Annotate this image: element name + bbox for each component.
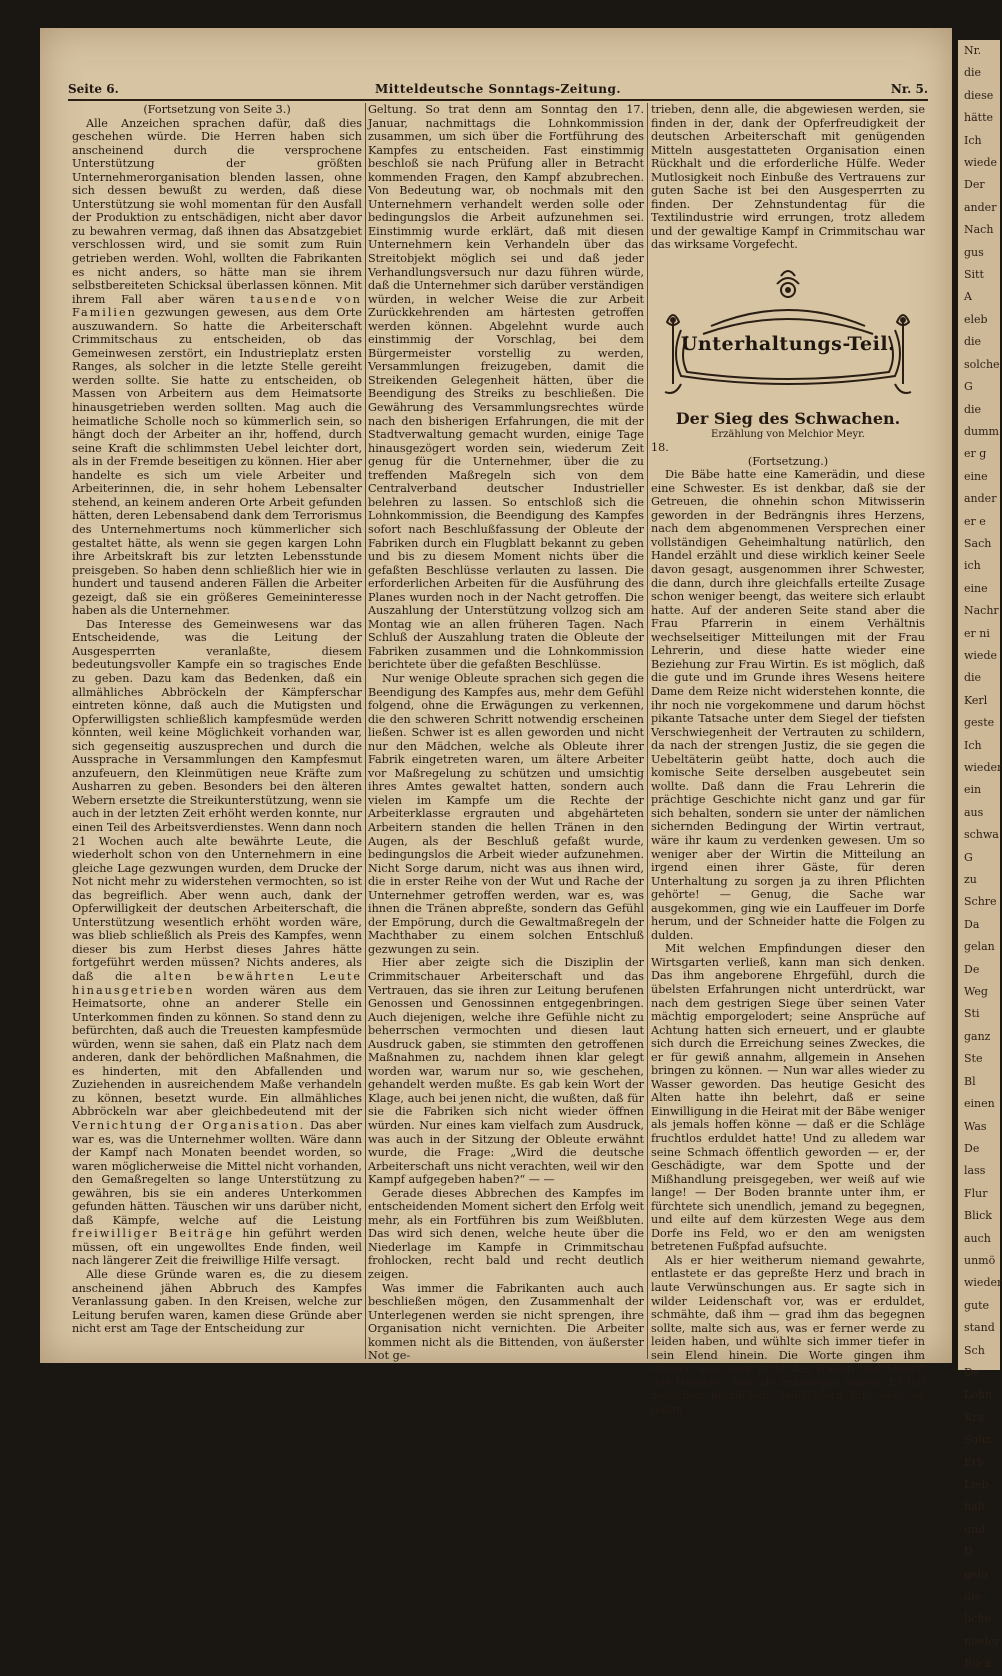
page-edge-fragment: lass: [964, 1164, 986, 1178]
page-edge-fragment: Schre: [964, 895, 997, 909]
paragraph: Mit welchen Empfindungen dieser den Wirtsgarten verließ, kann man sich denken. Das ihm angeborene Ehrgefühl, durch die übelsten Erfahrungen nicht unterdrückt, war nach dem gestrigen Siege über seinen Vater mächtig emporgelodert; seine Ansprüche auf Achtung hatten sich erneuert, und er glaubte sich durch die Erreichung seines Zweckes, die er für gewiß annahm, allgemein in Ansehen bringen zu können. — Nun war alles wieder zu Wasser geworden. Das heutige Gesicht des Alten hatte ihn belehrt, daß er seine Einwilligung in die Heirat mit der Bäbe weniger als jemals hoffen könne — daß er die Schläge fruchtlos erduldet hatte! Und zu alledem war seine Schmach öffentlich geworden — er, der Geschädigte, war dem Spotte und der Mißhandlung preisgegeben, wer weiß auf wie lange! — Der Boden brannte unter ihm, er fürchtete sich unendlich, jemand zu begegnen, und eilte auf dem kürzesten Wege aus dem Dorfe ins Feld, wo er den am wenigsten betretenen Fußpfad aufsuchte.: [651, 942, 925, 1254]
page-edge-fragment: Was: [964, 1119, 987, 1133]
page-edge-fragment: eleb: [964, 312, 988, 326]
header-rule: [68, 99, 928, 101]
paragraph: Was immer die Fabrikanten auch auch beschließen mögen, den Zusammenhalt der Unterlegenen werden sie nicht sprengen, ihre Organisation nicht vernichten. Die Arbeiter kommen nicht als die Bittenden, von äußerster Not ge-: [368, 1281, 644, 1363]
page-edge-fragment: hätte: [964, 111, 993, 125]
page-edge-fragment: G: [964, 850, 973, 864]
page-edge-fragment: liche: [964, 1612, 991, 1626]
page-edge-fragment: die: [964, 402, 982, 416]
paragraph: Geltung. So trat denn am Sonntag den 17. Januar, nachmittags die Lohnkommission zusammen, um sich über die Fortführung des Kampfes zu entscheiden. Fast einstimmig beschloß sie nach Prüfung aller in Betracht kommenden Fragen, den Kampf abzubrechen. Von Bedeutung war, ob nochmals mit den Unternehmern verhandelt werden solle oder bedingungslos die Arbeit aufzunehmen sei. Einstimmig wurde erklärt, daß mit diesen Unternehmern kein Verhandeln über das Streitobjekt möglich sei und daß jeder Verhandlungsversuch nur dazu führen würde, daß die Unternehmer sich darüber verständigen würden, in welcher Weise die zur Arbeit Zurückkehrenden am härtesten getroffen werden können. Abgelehnt wurde auch einstimmig der Vorschlag, bei dem Bürgermeister vorstellig zu werden, Versammlungen freizugeben, damit die Streikenden Gelegenheit hätten, über die Beendigung des Streiks zu beschließen. Die Gewährung des Versammlungsrechtes würde nach den bisherigen Erfahrungen, die mit der Stadtverwaltung gemacht wurden, einige Tage hinausgezögert worden sein, wiederum Zeit genug für die Unternehmer, über die zu treffenden Maßregeln sich von dem Centralverband deutscher Industrieller belehren zu lassen. So entschloß sich die Lohnkommission, die Beendigung des Kampfes sofort nach Beschlußfassung der Obleute der Fabriken durch ein Flugblatt bekannt zu geben und bis zu diesem Moment nichts über die gefaßten Beschlüsse verlauten zu lassen. Die erforderlichen Arbeiten für die Ausführung des Planes wurden noch in der Nacht getroffen. Die Auszahlung der Unterstützung vollzog sich am Montag wie an allen früheren Tagen. Nach Schluß der Auszahlung traten die Obleute der Fabriken zusammen und die Lohnkommission berichtete über die gefaßten Beschlüsse.: [368, 103, 644, 672]
page-number: Seite 6.: [68, 82, 119, 96]
page-edge-fragment: ganz: [964, 1029, 991, 1043]
page-edge-fragment: gute: [964, 1298, 990, 1312]
page-edge-fragment: Bl: [964, 1074, 976, 1088]
page-edge-fragment: Sch: [964, 1343, 985, 1357]
paragraph: Das Interesse des Gemeinwesens war das Entscheidende, was die Leitung der Ausgesperrten veranlaßte, diesem bedeutungsvoller Kampfe ein so tragisches Ende zu geben. Dazu kam das Bedenken, daß ein allmähliches Abbröckeln der Kämpferschar eintreten könne, daß auch die Mutigsten und Opferwilligsten schließlich kampfesmüde werden könnten, weil keine Möglichkeit vorhanden war, sich gegenseitig auszusprechen und durch die Aussprache in Versammlungen den Kampfesmut anzufeuern, den Kleinmütigen neue Kräfte zum Ausharren zu geben. Besonders bei den älteren Webern ersetzte die Streikunterstützung, wenn sie auch in der letzten Zeit erhöht werden konnte, nur einen Teil des Arbeitsverdienstes. Wenn dann noch 21 Wochen auch alte bewährte Leute, die wiederholt schon von den Unternehmern in eine gleiche Lage gezwungen wurden, dem Drucke der Not nicht mehr zu widerstehen vermochten, so ist das begreiflich. Aber wenn auch, dank der Opferwilligkeit der deutschen Arbeiterschaft, die Unterstützung wesentlich erhöht worden wäre, was blieb schließlich als Preis des Kampfes, wenn dieser bis zum Herbst dieses Jahres hätte fortgeführt werden müssen? Nichts anderes, als daß die alten bewährten Leute hinausgetrieben worden wären aus dem Heimatsorte, ohne an anderer Stelle ein Unterkommen finden zu können. So stand denn zu befürchten, daß auch die Treuesten kampfesmüde würden, wenn sie sahen, daß ein Platz nach dem anderen, dank der behördlichen Maßnahmen, die es hinderten, mit den Abfallenden und Zuziehenden in ausreichendem Maße verhandeln zu können, besetzt wurde. Ein allmähliches Abbröckeln war aber gleichbedeutend mit der Vernichtung der Organisation. Das aber war es, was die Unternehmer wollten. Wäre dann der Kampf nach Monaten beendet worden, so waren möglicherweise die Mittel nicht vorhanden, den Gemaßregelten so lange Unterstützung zu gewähren, bis sie ein anderes Unterkommen gefunden hätten. Täuschen wir uns darüber nicht, daß Kämpfe, welche auf die Leistung freiwilliger Beiträge hin geführt werden müssen, oft ein ungewolltes Ende finden, weil nach längerer Zeit die freiwillige Hilfe versagt.: [72, 617, 362, 1268]
story-author: Erzählung von Melchior Meyr.: [711, 428, 865, 440]
page-edge-fragment: dumm: [964, 424, 999, 438]
page-edge-fragment: Ich: [964, 738, 982, 752]
page-edge-fragment: Lieb: [964, 1478, 989, 1491]
page-edge-fragment: er ni: [964, 626, 990, 640]
paragraph: Alle diese Gründe waren es, die zu diesem anscheinend jähen Abbruch des Kampfes Veranlassung gaben. In den Kreisen, welche zur Leitung berufen waren, kamen diese Gründe aber nicht erst am Tage der Entscheidung zur: [72, 1268, 362, 1336]
paragraph: Als er hier weitherum niemand gewahrte, entlastete er das gepreßte Herz und brach in laute Verwünschungen aus. Er sagte sich in wilder Leidenschaft vor, was er erduldet, schmähte, daß ihm — grad ihm das begegnen sollte, malte sich aus, was er ferner werde zu leiden haben, und wühlte sich immer tiefer in sein Elend hinein. Die Worte gingen ihm endlich aus, aber nicht das Wallen und Sieden des Herzens, dem sie entstiegen waren. Er lief zwischen herrlichen Saatfeldern hin, aber er nahm: [651, 1253, 925, 1416]
page-edge-fragment: die: [964, 1590, 982, 1604]
page-edge-fragment: gelan: [964, 940, 995, 954]
page-edge-fragment: Erb: [964, 1455, 985, 1469]
page-edge-fragment: geste: [964, 716, 995, 730]
page-edge-fragment: aus: [964, 805, 984, 819]
page-edge-fragment: Ste: [964, 1052, 983, 1066]
continuation-note: (Fortsetzung von Seite 3.): [143, 103, 291, 116]
page-edge-fragment: wiede: [964, 648, 997, 662]
page-edge-fragment: nieder: [964, 1634, 1000, 1648]
page-edge-fragment: ich: [964, 559, 981, 573]
page-edge-fragment: Flur: [964, 1186, 988, 1200]
column-divider: [647, 103, 648, 1359]
column-divider: [365, 103, 366, 1359]
page-edge-fragment: hält: [964, 1500, 986, 1514]
page-edge-fragment: wieder: [964, 761, 1002, 774]
page-edge-fragment: Rück: [964, 1657, 993, 1671]
paragraph: Alle Anzeichen sprachen dafür, daß dies geschehen würde. Die Herren haben sich anscheinend durch die versprochene Unterstützung der größten Unternehmerorganisation blenden lassen, ohne sich dessen bewußt zu werden, daß diese Unterstützung sie wohl momentan für den Ausfall der Produktion zu entschädigen, nicht aber davor zu bewahren vermag, daß ihnen das Absatzgebiet verschlossen wird, und sie somit zum Ruin getrieben werden. Wohl, wollten die Fabrikanten es nicht anders, so hätte man sie ihrem selbstbereiteten Schicksal überlassen können. Mit ihrem Fall aber wären tausende von Familien gezwungen gewesen, aus dem Orte auszuwandern. So hatte die Arbeiterschaft Crimmitschaus zu entscheiden, ob das Gemeinwesen zerstört, ein Industrieplatz ersten Ranges, als solcher in die letzte Stelle gereiht werden sollte. Sie hatte zu entscheiden, ob Massen von Arbeitern aus dem Heimatsorte hinausgetrieben werden sollten. Mag auch die heimatliche Scholle noch so kümmerlich sein, so hängt doch der Arbeiter an ihr, hoffend, durch seine Kraft die schlimmsten Uebel leichter dort, als in der Fremde beseitigen zu können. Hier aber handelte es sich um viele Arbeiter und Arbeiterinnen, die, in sehr hohem Lebensalter stehend, an keinem anderen Orte Arbeit gefunden hätten, deren Lebensabend dank dem Terrorismus des Unternehmertums noch kümmerlicher sich gestaltet hätte, als wenn sie gegen kargen Lohn ihre Arbeitskraft bis zur letzten Lebensstunde preisgeben. So haben denn schließlich hier wie in hundert und tausend anderen Fällen die Arbeiter gezeigt, daß sie ein größeres Gemeininteresse haben als die Unternehmer.: [72, 116, 363, 618]
page-edge-fragment: er g: [964, 447, 987, 461]
page-edge-fragment: gus: [964, 245, 984, 259]
page-edge-fragment: Sach: [964, 536, 992, 550]
section-title: Unterhaltungs-Teil.: [680, 333, 896, 356]
page-edge-fragment: auch: [964, 1231, 991, 1245]
paragraph: Gerade dieses Abbrechen des Kampfes im entscheidenden Moment sichert den Erfolg weit mehr, als ein Fortführen bis zum Weißbluten. Das wird sich denen, welche heute über die Niederlage im Kampfe in Crimmitschau frohlocken, recht bald und recht deutlich zeigen.: [368, 1186, 644, 1282]
page-edge-fragment: Lohn: [964, 1388, 993, 1402]
page-edge-fragment: zu: [964, 873, 977, 887]
page-header: [68, 82, 928, 100]
page-edge-fragment: ander: [964, 492, 997, 506]
page-edge-fragment: Weg: [964, 985, 988, 999]
emphasis: tausende von Familien: [72, 292, 362, 320]
page-edge-fragment: unmö: [964, 1253, 996, 1267]
paragraph: Hier aber zeigte sich die Disziplin der Crimmitschauer Arbeiterschaft und das Vertrauen, das sie ihren zur Leitung berufenen Genossen und Genossinnen entgegenbringen. Auch diejenigen, welche ihre Gefühle nicht zu beherrschen vermochten und diesen laut Ausdruck gaben, sie stimmten den getroffenen Maßnahmen zu, nachdem ihnen klar gelegt worden war, warum nur so, wie geschehen, gehandelt werden mußte. Es gab kein Wort der Klage, auch bei jenen nicht, die wußten, daß für sie die Fabriken sich nicht wieder öffnen würden. Nur eines kam vielfach zum Ausdruck, was auch in der Sitzung der Obleute erwähnt wurde, die Frage: „Wird die deutsche Arbeiterschaft uns nicht verachten, weil wir den Kampf aufgegeben haben?“ — —: [368, 956, 644, 1187]
page-edge-fragment: solche: [964, 357, 1000, 371]
newspaper-title: Mitteldeutsche Sonntags-Zeitung.: [374, 82, 622, 96]
emphasis: alten bewährten Leute hinausgetrieben: [72, 970, 362, 997]
continuation-note: (Fortsetzung.): [747, 454, 829, 468]
story-title: Der Sieg des Schwachen.: [675, 409, 901, 429]
paragraph: Die Bäbe hatte eine Kamerädin, und diese eine Schwester. Es ist denkbar, daß sie der Getreuen, die ohnehin schon Mitwisserin geworden in der Bedrängnis ihres Herzens, nach dem abgenommenen Versprechen einer vollständigen Geheimhaltung natürlich, den Handel erzählt und diese wirklich keiner Seele davon gesagt, ausgenommen ihrer Schwester, die dann, durch ihre gleichfalls erteilte Zusage schon weniger beengt, das weitere sich erlaubt hatte. Auf der anderen Seite stand aber die Frau Pfarrerin in einem Verhältnis wechselseitiger Mitteilungen mit der Frau Lehrerin, und diese hatte wieder eine Beziehung zur Frau Wirtin. Es ist möglich, daß die gute und im Grunde ihres Wesens heitere Dame dem Reize nicht widerstehen konnte, die ihr noch nie vorgekommene und darum höchst pikante Tatsache unter dem Siegel der tiefsten Verschwiegenheit der Vertrauten zu schildern, da nach der strengen Justiz, die sie gegen die Uebeltäterin geübt hatte, doch auch die komische Seite derselben ausgebeutet sein wollte. Daß dann die Frau Lehrerin die prächtige Geschichte nicht ganz und gar für sich behalten, sondern sie unter der nämlichen sichernden Bedingung der Wirtin vertraut, wäre ihr kaum zu verdenken gewesen. Um so weniger aber der Wirtin die Mitteilung an irgend einen ihrer Gäste, für deren Unterhaltung zu sorgen ja zu ihren Pflichten gehörte! — Genug, die Sache war ausgekommen, ging wie ein Lauffeuer im Dorfe herum, und der Schneider hatte die Folgen zu dulden.: [651, 468, 925, 942]
page-edge-fragment: Sti: [964, 1007, 980, 1021]
column-1: [72, 103, 362, 1361]
page-edge-fragment: ander: [964, 200, 997, 214]
page-edge-fragment: die: [964, 66, 982, 80]
column-2: [368, 103, 644, 1361]
page-edge-fragment: und: [964, 1522, 986, 1536]
page-edge-fragment: Ich: [964, 133, 982, 147]
paragraph: Nur wenige Obleute sprachen sich gegen die Beendigung des Kampfes aus, mehr dem Gefühl folgend, ohne die Erwägungen zu verkennen, die den schweren Schritt notwendig erscheinen ließen. Schwer ist es allen geworden und nicht nur den Mädchen, welche als Obleute ihrer Fabrik eingetreten waren, um ältere Arbeiter vor Maßregelung zu schützen und umsichtig ihres Amtes gewaltet hatten, sondern auch vielen im Kampfe um die Rechte der Arbeiterklasse ergrauten und abgehärteten Arbeitern standen die hellen Tränen in den Augen, als der Beschluß gefaßt wurde, bedingungslos die Arbeit wieder aufzunehmen. Nicht Sorge darum, nicht was aus ihnen wird, die in erster Reihe von der Wut und Rache der Unternehmer getroffen werden, war es, was ihnen die Tränen abpreßte, sondern das Gefühl der Empörung, durch die Gewaltmaßregeln der Machthaber zu einem solchen Entschluß gezwungen zu sein.: [368, 671, 644, 956]
page-edge-fragment: ein: [964, 783, 982, 797]
page-edge-fragment: Nachr: [964, 604, 999, 618]
page-edge-fragment: Nr.: [964, 44, 982, 57]
page-edge-fragment: einen: [964, 1097, 995, 1111]
page-edge-fragment: Kra: [964, 1410, 985, 1424]
page-edge-fragment: Kerl: [964, 693, 988, 707]
emphasis: freiwilliger Beiträge: [72, 1227, 234, 1241]
page-edge-fragment: gelo: [964, 1567, 988, 1581]
page-edge-fragment: die: [964, 335, 982, 349]
page-edge-fragment: Da: [964, 917, 980, 931]
page-edge-fragment: G: [964, 380, 973, 394]
page-edge-fragment: Sitt: [964, 268, 984, 282]
page-edge-fragment: wieder: [964, 1276, 1002, 1290]
issue-number: Nr. 5.: [890, 82, 928, 96]
page-edge-fragment: eine: [964, 581, 988, 595]
page-edge-fragment: eine: [964, 469, 988, 483]
page-edge-fragment: Der: [964, 178, 985, 192]
emphasis: Vernichtung der Organisation.: [72, 1119, 306, 1133]
column-3: [651, 103, 925, 1416]
page-edge-fragment: De: [964, 962, 980, 976]
paragraph: trieben, denn alle, die abgewiesen werden, sie finden in der, dank der Opferfreudigkeit der deutschen Arbeiterschaft mit genügenden Mitteln ausgestatteten Organisation einen Rückhalt und die erforderliche Hülfe. Weder Mutlosigkeit noch Einbuße des Vertrauens zur guten Sache ist bei den Ausgesperrten zu finden. Der Zehnstundentag für die Textilindustrie wird errungen, trotz alledem und der gewaltige Kampf in Crimmitschau war das wirksame Vorgefecht.: [651, 103, 925, 252]
page-edge-fragment: diese: [964, 88, 994, 102]
page-edge-fragment: er e: [964, 514, 986, 528]
page-edge-fragment: Nach: [964, 223, 994, 237]
page-edge-fragment: Sohn: [964, 1433, 993, 1447]
adjacent-page-edge: [958, 40, 1002, 1671]
page-edge-fragment: die: [964, 671, 982, 685]
page-edge-fragment: De: [964, 1141, 980, 1155]
page-edge-fragment: D: [964, 1545, 973, 1559]
page-edge-fragment: stand: [964, 1321, 995, 1335]
page-edge-fragment: Blick: [964, 1209, 992, 1223]
installment-number: 18.: [651, 441, 669, 455]
page-edge-fragment: wiede: [964, 156, 997, 170]
page-edge-fragment: De: [964, 1365, 980, 1379]
page-edge-fragment: A: [964, 290, 972, 304]
page-edge-fragment: schwa: [964, 828, 999, 842]
section-banner: [651, 264, 925, 404]
